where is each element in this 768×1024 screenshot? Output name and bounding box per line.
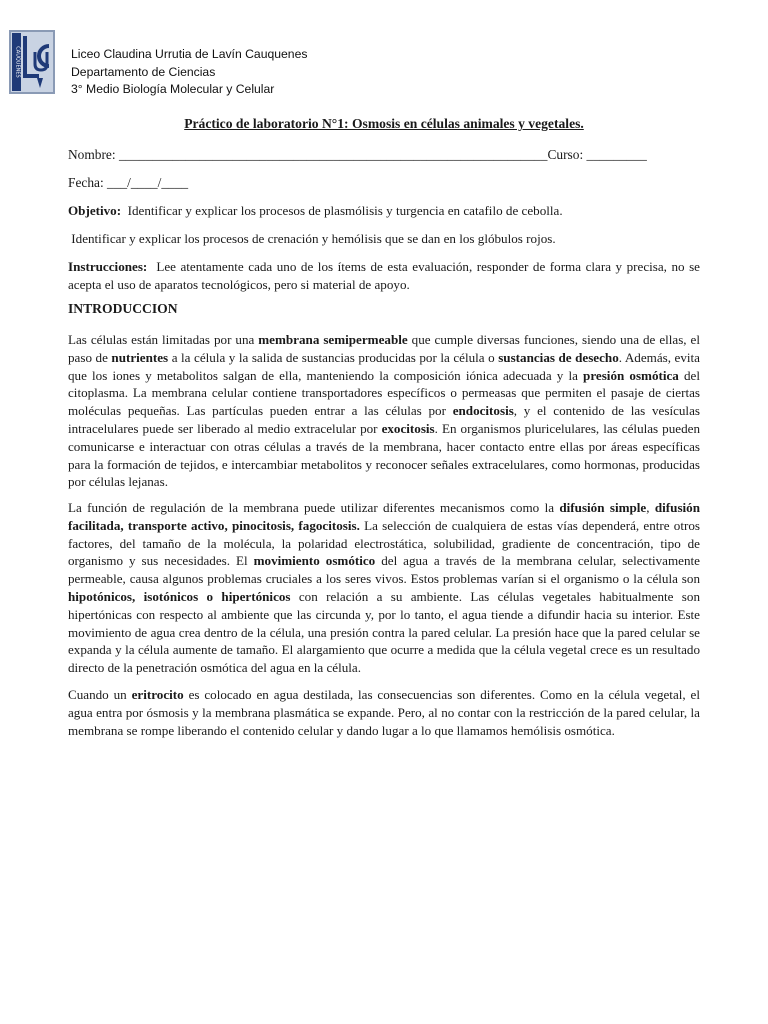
text: a la célula y la salida de sustancias producidas por la célula o [168,349,499,365]
objective-line-1 [68,202,700,220]
text: Las células están limitadas por una [68,332,259,347]
term-exocitosis: exocitosis [381,420,435,436]
instructions-paragraph [68,258,700,294]
department-name: Departamento de Ciencias [71,64,216,79]
text: . En organismos pluricelulares, las células pueden comunicarse e interactuar con otras células a través de la membrana, hacer contacto entre ellas por áreas específicas para la formación de tejidos, e intercambiar metabolitos y reconocer señales extracelulares, como hormonas, producidas por células lejanas. [68,420,700,490]
intro-paragraph-1 [68,331,700,491]
logo-side-text: CAUQUENES [14,46,21,78]
text: Cuando un [68,687,132,702]
objective-text-2: Identificar y explicar los procesos de crenación y hemólisis que se dan en los glóbulos rojos. [71,231,556,246]
text: La selección de cualquiera de estas vías dependerá, entre otros factores, del tamaño de la molécula, la polaridad electrostática, solubilidad, gradiente de concentración, tipo de organismo y sus necesidades. El [68,517,700,569]
term-endocitosis: endocitosis [452,403,514,419]
term-mecanismos: difusión facilitada, transporte activo, pinocitosis, fagocitosis. [68,500,701,533]
objective-line-2 [68,230,700,248]
intro-paragraph-3 [68,686,700,739]
term-presion: presión osmótica [583,367,679,383]
term-eritrocito: eritrocito [131,687,184,702]
page-title: Práctico de laboratorio N°1: Osmosis en células animales y vegetales. [184,116,584,131]
name-course-field[interactable]: Nombre: ________________________________________________________________Curso: _________ [68,147,647,162]
term-nutrientes: nutrientes [111,349,169,365]
text: con relación a su ambiente. Las células vegetales habitualmente son hipertónicas con respecto al ambiente que las circunda y, por lo tanto, el agua tiende a difundir hacia su interior. Este movimiento de agua crea dentro de la célula, una presión contra la pared celular. La presión hace que la pared celular se expanda y la célula aumente de tamaño. El alargamiento que ocurre a medida que la célula vegetal crece es un resultado directo de la penetración osmótica del agua en la célula. [68,588,700,676]
text: que cumple diversas funciones, siendo una de ellas, el paso de [68,332,700,365]
term-membrana: membrana semipermeable [258,332,408,347]
term-desecho: sustancias de desecho [498,349,619,365]
intro-paragraph-2 [68,499,700,677]
instructions-label: Instrucciones: [68,259,148,274]
school-header [71,46,307,99]
intro-heading: INTRODUCCION [68,301,178,316]
school-logo [9,30,55,94]
text: del citoplasma. La membrana celular contiene transportadores específicos o permeasas que permiten el pasaje de ciertas moléculas pequeñas. Las partículas pueden entrar a las células por [68,367,700,419]
text: del agua a través de la membrana celular, selectivamente permeable, causa algunos problemas cruciales a los seres vivos. Estos problemas varían si el organismo o la célula son [68,553,700,587]
course-name: 3° Medio Biología Molecular y Celular [71,82,275,96]
text: . Además, evita que los iones y metabolitos salgan de ella, manteniendo la composición iónica adecuada y la [68,349,700,383]
instructions-text: Lee atentamente cada uno de los ítems de esta evaluación, responder de forma clara y precisa, no se acepta el uso de aparatos tecnológicos, pero si material de apoyo. [68,259,700,292]
term-tonicidad: hipotónicos, isotónicos o hipertónicos [68,588,291,604]
date-field[interactable]: Fecha: ___/____/____ [68,175,189,190]
school-name: Liceo Claudina Urrutia de Lavín Cauquenes [71,47,308,61]
text: es colocado en agua destilada, las consecuencias son diferentes. Como en la célula vegetal, el agua entra por ósmosis y la membrana plasmática se expande. Pero, al no contar con la restricción de la pared celular, la membrana se rompe liberando el contenido celular y dando lugar a lo que llamamos hemólisis osmótica. [68,687,700,738]
text: , [646,500,655,515]
text: La función de regulación de la membrana puede utilizar diferentes mecanismos como la [68,500,560,515]
text: , y el contenido de las vesículas intracelulares puede ser liberado al medio extracelular por [68,403,700,436]
term-movimiento-osmotico: movimiento osmótico [253,553,376,569]
objective-text-1: Identificar y explicar los procesos de plasmólisis y turgencia en catafilo de cebolla. [127,203,563,218]
term-difusion-simple: difusión simple [559,500,647,515]
objective-label: Objetivo: [68,203,122,218]
